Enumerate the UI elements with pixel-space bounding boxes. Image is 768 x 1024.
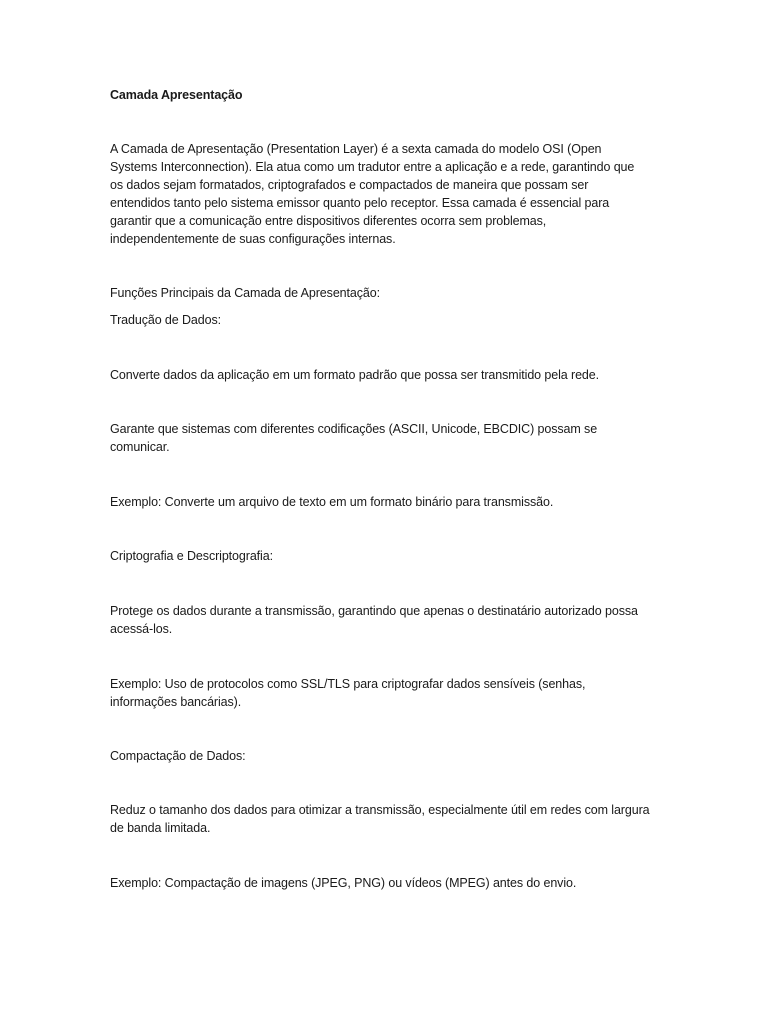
- translation-paragraph-1: Converte dados da aplicação em um formato padrão que possa ser transmitido pela rede.: [110, 368, 600, 382]
- section-heading-crypto: Criptografia e Descriptografia:: [110, 549, 273, 563]
- section-heading-compression: Compactação de Dados:: [110, 749, 246, 763]
- section-heading-translation: Tradução de Dados:: [110, 313, 221, 327]
- document-title: Camada Apresentação: [110, 88, 243, 102]
- crypto-example: Exemplo: Uso de protocolos como SSL/TLS para criptografar dados sensíveis (senhas, informações bancárias).: [110, 677, 586, 709]
- compression-paragraph-1: Reduz o tamanho dos dados para otimizar a transmissão, especialmente útil em redes com largura de banda limitada.: [110, 803, 650, 835]
- compression-example: Exemplo: Compactação de imagens (JPEG, PNG) ou vídeos (MPEG) antes do envio.: [110, 876, 577, 890]
- translation-paragraph-2: Garante que sistemas com diferentes codificações (ASCII, Unicode, EBCDIC) possam se comunicar.: [110, 422, 598, 454]
- functions-heading: Funções Principais da Camada de Apresentação:: [110, 286, 380, 300]
- translation-example: Exemplo: Converte um arquivo de texto em um formato binário para transmissão.: [110, 495, 554, 509]
- crypto-paragraph-1: Protege os dados durante a transmissão, garantindo que apenas o destinatário autorizado possa acessá-los.: [110, 604, 638, 636]
- intro-paragraph: A Camada de Apresentação (Presentation Layer) é a sexta camada do modelo OSI (Open Systems Interconnection). Ela atua como um tradutor entre a aplicação e a rede, garantindo que os dados sejam formatados, criptografados e compactados de maneira que possam ser entendidos tanto pelo sistema emissor quanto pelo receptor. Essa camada é essencial para garantir que a comunicação entre dispositivos diferentes ocorra sem problemas, independentemente de suas configurações internas.: [110, 142, 635, 246]
